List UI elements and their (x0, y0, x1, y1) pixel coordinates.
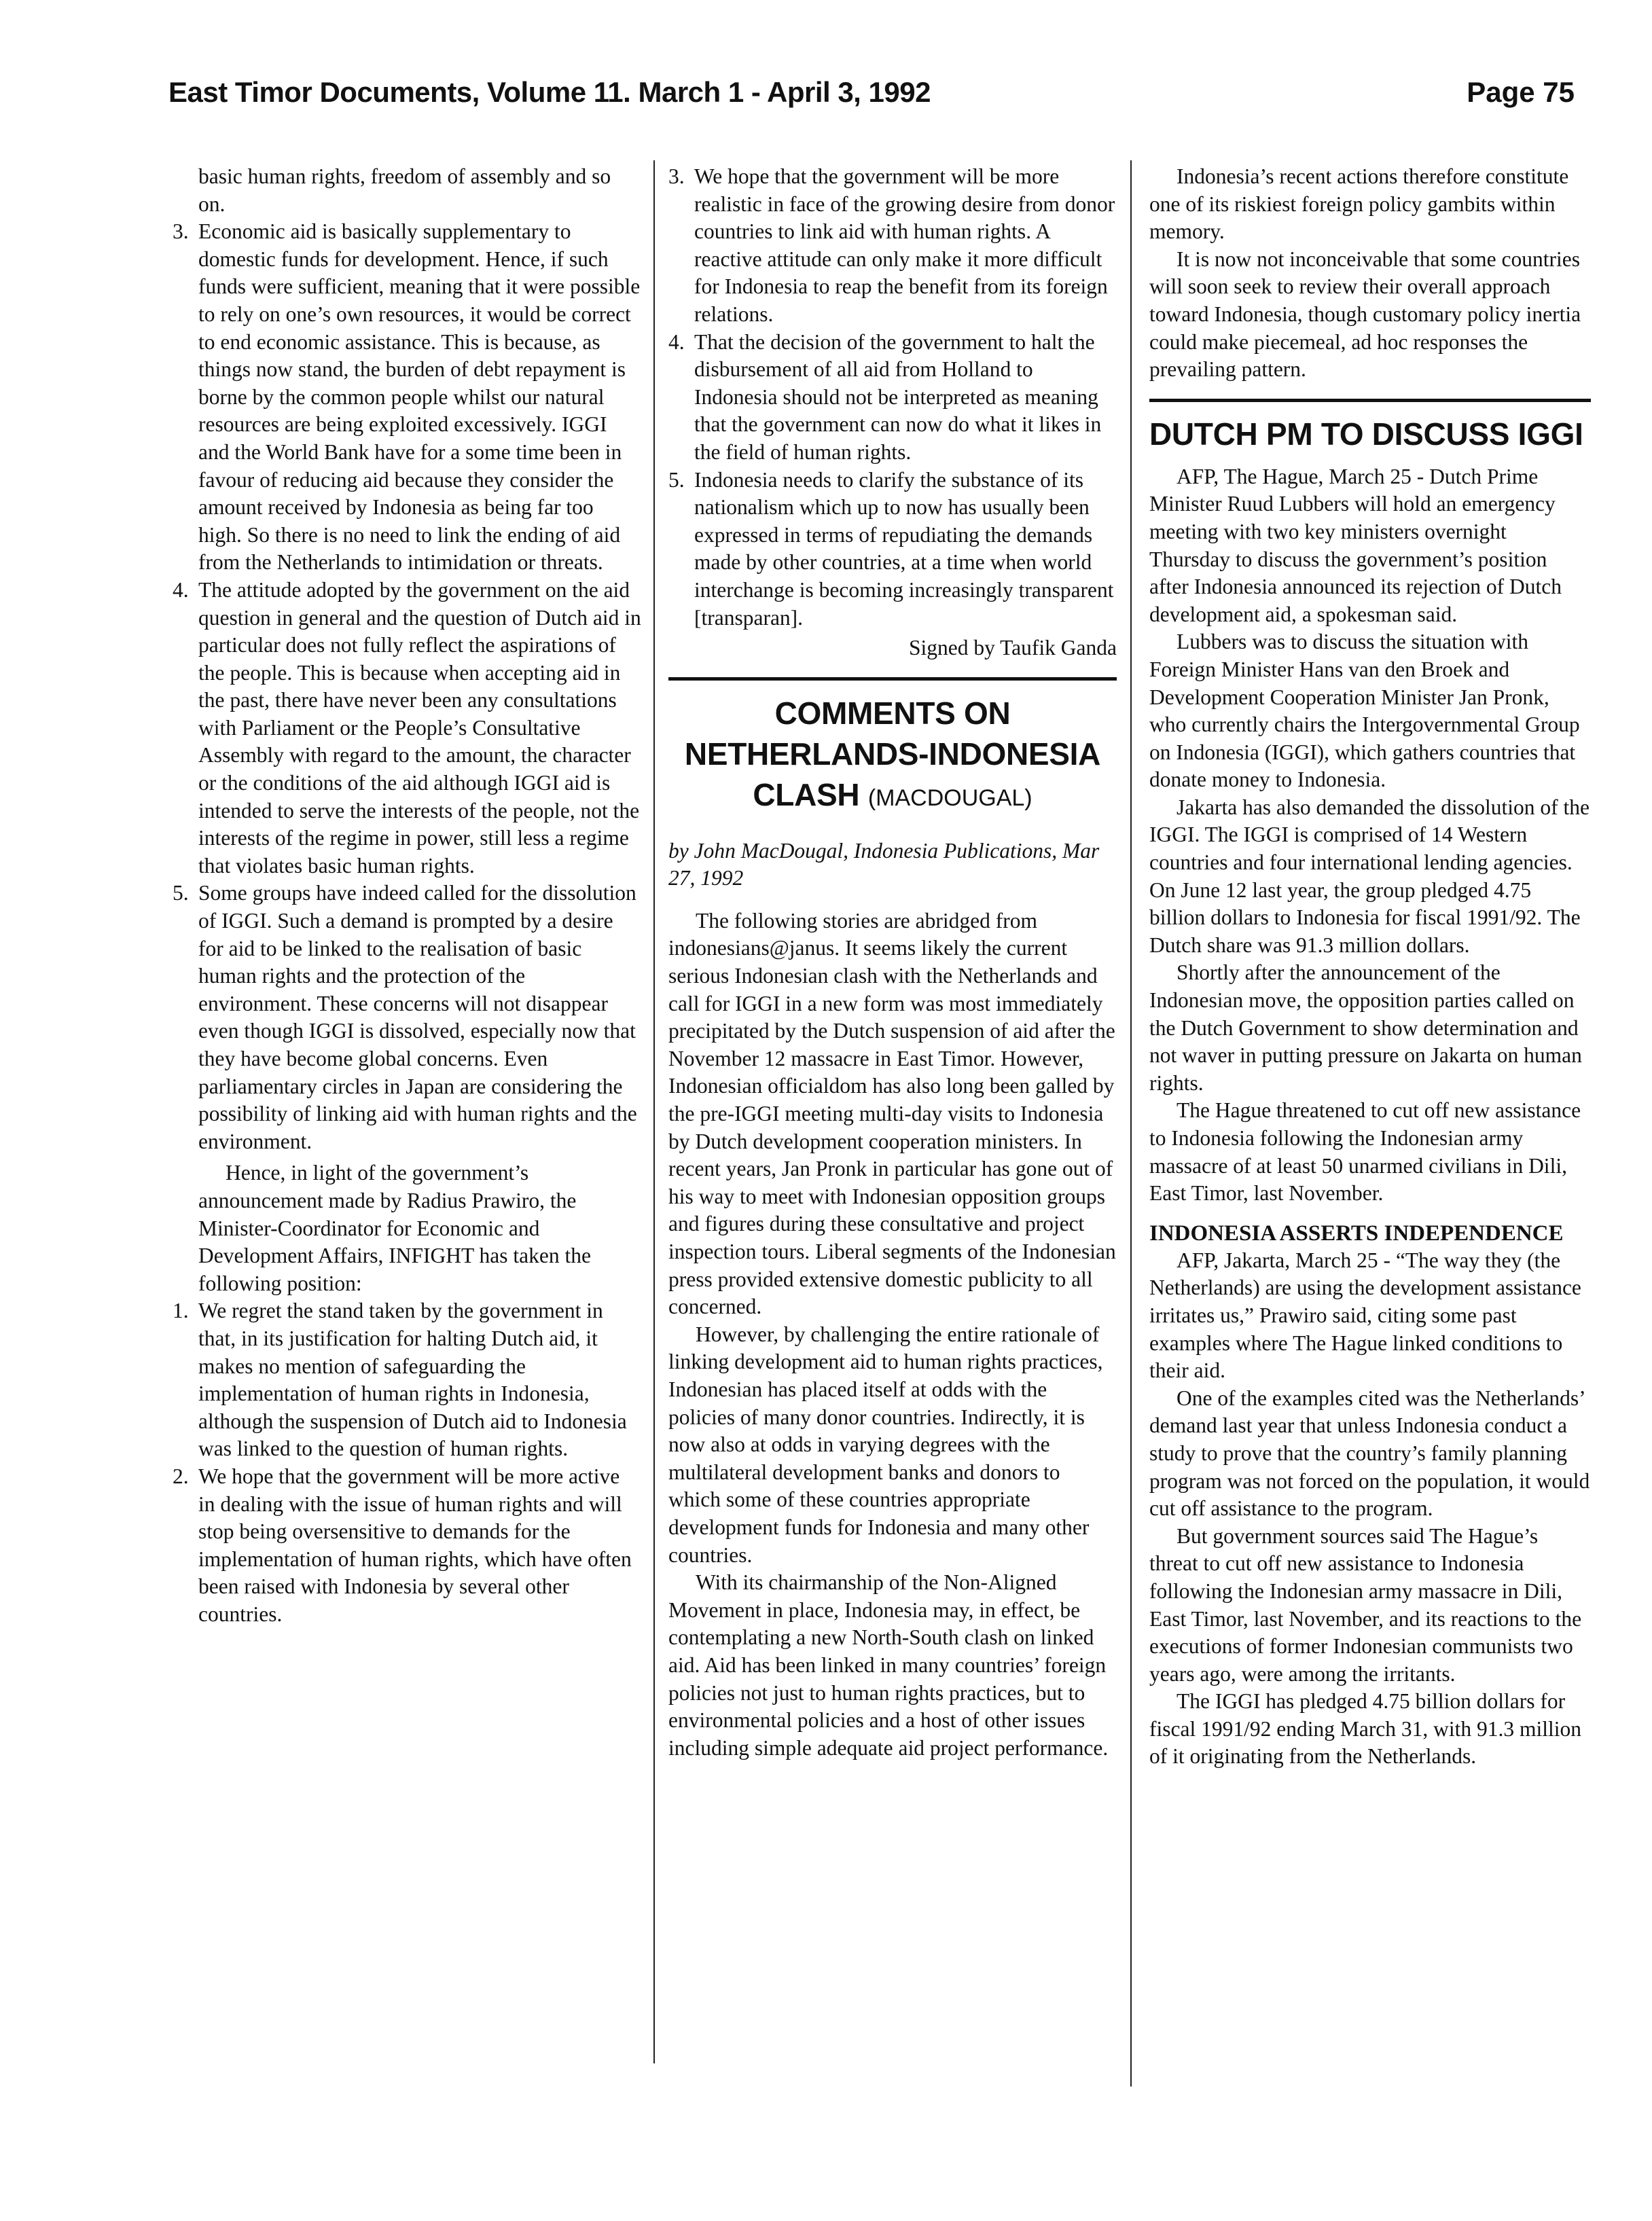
position-list (173, 1297, 641, 1628)
list-item (173, 218, 641, 577)
numbered-list (668, 163, 1117, 632)
paragraph: With its chairmanship of the Non-Aligned Movement in place, Indonesia may, in effect, be contemplating a new North-South clash on linked aid. Aid has been linked in many countries’ foreign policies not just to human rights practices, but to environmental policies and a host of other issues including simple adequate aid project performance. (668, 1570, 1109, 1760)
paragraph: However, by challenging the entire rationale of linking development aid to human rights practices, Indonesian has placed itself at odds with the policies of many donor countries. Indirectly, it is now also at odds in varying degrees with the multilateral development banks and donors to which some of these countries appropriate development funds for Indonesia and many other countries. (668, 1322, 1103, 1567)
numbered-list (173, 218, 641, 1155)
paragraph: basic human rights, freedom of assembly and so on. (198, 164, 611, 216)
list-number: 4. (173, 577, 189, 602)
list-number: 3. (668, 164, 685, 188)
page-header (168, 76, 1575, 124)
headline-line: NETHERLANDS-INDONESIA (684, 736, 1101, 772)
article-headline (668, 693, 1117, 818)
paragraph: But government sources said The Hague’s threat to cut off new assistance to Indonesia following the Indonesian army massacre in Dili, East Timor, last November, and its reactions to the executions of former Indonesian communists two years ago, were among the irritants. (1149, 1523, 1582, 1686)
list-number: 1. (173, 1299, 189, 1323)
paragraph: Shortly after the announcement of the Indonesian move, the opposition parties called on the Dutch Government to show determination and not waver in putting pressure on Jakarta on human rights. (1149, 960, 1582, 1095)
paragraph: Hence, in light of the government’s announcement made by Radius Prawiro, the Minister-Coordinator for Economic and Development Affairs, INFIGHT has taken the following position: (198, 1161, 591, 1295)
paragraph: It is now not inconceivable that some countries will soon seek to review their overall approach toward Indonesia, though customary policy inertia could make piecemeal, ad hoc responses the prevailing pattern. (1149, 247, 1581, 382)
headline-line (668, 774, 1117, 818)
list-text: Economic aid is basically supplementary to domestic funds for development. Hence, if such funds were sufficient, meaning that it were possible to rely on one’s own resources, it would be correct to end economic assistance. This is because, as things now stand, the burden of debt repayment is borne by the common people whilst our natural resources are being exploited excessively. IGGI and the World Bank have for a some time been in favour of reducing aid because they consider the amount received by Indonesia as being far too high. So there is no need to link the ending of aid from the Netherlands to intimidation or threats. (198, 219, 641, 575)
paragraph: The following stories are abridged from indonesians@janus. It seems likely the current serious Indonesian clash with the Netherlands and call for IGGI in a new form was most immediately precipitated by the Dutch suspension of aid after the November 12 massacre in East Timor. However, Indonesian officialdom has also long been galled by the pre-IGGI meeting multi-day visits to Indonesia by Dutch development cooperation ministers. In recent years, Jan Pronk in particular has gone out of his way to meet with Indonesian opposition groups and figures during these consultative and project inspection tours. Liberal segments of the Indonesian press provided extensive domestic publicity to all concerned. (668, 908, 1116, 1319)
list-text: The attitude adopted by the government on the aid question in general and the question of Dutch aid in particular does not fully reflect the aspirations of the people. This is because when accepting aid in the past, there have never been any consultations with Parliament or the People’s Consultative Assembly with regard to the amount, the character or the conditions of the aid although IGGI aid is intended to serve the interests of the people, not the interests of the regime in power, still less a regime that violates basic human rights. (198, 577, 641, 878)
paragraph: The IGGI has pledged 4.75 billion dollars for fiscal 1991/92 ending March 31, with 91.3 million of it originating from the Netherlands. (1149, 1689, 1582, 1769)
column-divider (653, 160, 655, 2063)
list-number: 2. (173, 1464, 189, 1488)
column-divider (1130, 160, 1132, 2087)
list-item (173, 1297, 641, 1463)
list-text: Some groups have indeed called for the dissolution of IGGI. Such a demand is prompted by a desire for aid to be linked to the realisation of basic human rights and the protection of the environment. These concerns will not disappear even though IGGI is dissolved, especially now that they have become global concerns. Even parliamentary circles in Japan are considering the possibility of linking aid with human rights and the environment. (198, 881, 637, 1153)
headline-author: (MACDOUGAL) (867, 784, 1032, 811)
page-number: Page 75 (1467, 76, 1575, 108)
paragraph: One of the examples cited was the Netherlands’ demand last year that unless Indonesia conduct a study to prove that the country’s family planning program was not forced on the population, it would cut off assistance to the program. (1149, 1386, 1590, 1521)
paragraph: AFP, Jakarta, March 25 - “The way they (the Netherlands) are using the development assistance irritates us,” Prawiro said, citing some past examples where The Hague linked conditions to their aid. (1149, 1248, 1581, 1383)
list-text: We hope that the government will be more realistic in face of the growing desire from donor countries to link aid with human rights. A reactive attitude can only make it more difficult for Indonesia to reap the benefit from its foreign relations. (694, 164, 1115, 326)
article-headline: DUTCH PM TO DISCUSS IGGI (1149, 416, 1583, 452)
list-number: 4. (668, 329, 685, 354)
list-number: 5. (173, 881, 189, 905)
list-text: We regret the stand taken by the government in that, in its justification for halting Dutch aid, it makes no mention of safeguarding the implementation of human rights in Indonesia, although the suspension of Dutch aid to Indonesia was linked to the question of human rights. (198, 1299, 627, 1461)
section-rule (1149, 399, 1591, 402)
list-item (668, 329, 1117, 467)
headline-line: COMMENTS ON (774, 695, 1011, 731)
headline-word: CLASH (753, 776, 860, 812)
paragraph: Lubbers was to discuss the situation with Foreign Minister Hans van den Broek and Development Cooperation Minister Jan Pronk, who currently chairs the Intergovernmental Group on Indonesia (IGGI), which gathers countries that donate money to Indonesia. (1149, 630, 1580, 792)
section-subhead: INDONESIA ASSERTS INDEPENDENCE (1149, 1221, 1564, 1246)
paragraph: The Hague threatened to cut off new assistance to Indonesia following the Indonesian army massacre of at least 50 unarmed civilians in Dili, East Timor, last November. (1149, 1098, 1581, 1206)
column-2 (668, 163, 1117, 1762)
column-1 (173, 163, 641, 1628)
paragraph: Indonesia’s recent actions therefore constitute one of its riskiest foreign policy gambits within memory. (1149, 164, 1569, 244)
list-item (173, 880, 641, 1155)
list-text: That the decision of the government to halt the disbursement of all aid from Holland to Indonesia should not be interpreted as meaning that the government can now do what it likes in the field of human rights. (694, 329, 1102, 464)
list-item (668, 467, 1117, 632)
spacer (1149, 454, 1591, 463)
paragraph: Jakarta has also demanded the dissolution of the IGGI. The IGGI is comprised of 14 Western countries and four international lending agencies. On June 12 last year, the group pledged 4.75 billion dollars to Indonesia for fiscal 1991/92. The Dutch share was 91.3 million dollars. (1149, 795, 1590, 957)
list-text: Indonesia needs to clarify the substance of its nationalism which up to now has usually been expressed in terms of repudiating the demands made by other countries, at a time when world interchange is becoming increasingly transparent [transparan]. (694, 467, 1114, 630)
column-3 (1149, 163, 1591, 1771)
signature: Signed by Taufik Ganda (908, 636, 1117, 660)
list-item (173, 577, 641, 880)
byline: by John MacDougal, Indonesia Publications, Mar 27, 1992 (668, 838, 1100, 890)
paragraph: AFP, The Hague, March 25 - Dutch Prime Minister Ruud Lubbers will hold an emergency meeting with two key ministers overnight Thursday to discuss the government’s position after Indonesia announced its rejection of Dutch development aid, a spokesman said. (1149, 464, 1562, 626)
list-item (668, 163, 1117, 329)
publication-title: East Timor Documents, Volume 11. March 1 - April 3, 1992 (168, 76, 931, 108)
list-text: We hope that the government will be more active in dealing with the issue of human rights and will stop being oversensitive to demands for the implementation of human rights, which have often been raised with Indonesia by several other countries. (198, 1464, 632, 1626)
list-number: 5. (668, 467, 685, 492)
list-item (173, 1463, 641, 1629)
list-number: 3. (173, 219, 189, 244)
section-rule (668, 677, 1117, 681)
